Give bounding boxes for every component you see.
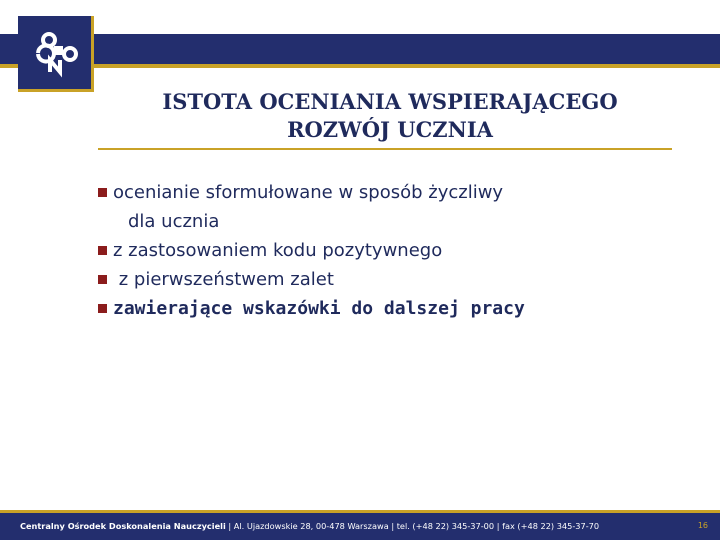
- bullet-text: z zastosowaniem kodu pozytywnego: [113, 240, 443, 261]
- bullet-square-icon: [98, 246, 107, 255]
- header-gold-rule: [0, 64, 720, 68]
- bullet-item-1-continuation: [98, 207, 658, 236]
- bullet-text: z pierwszeństwem zalet: [113, 269, 334, 290]
- header-band: [0, 34, 720, 64]
- bullet-square-icon: [98, 188, 107, 197]
- footer-separator: |: [391, 521, 395, 531]
- footer-fax: fax (+48 22) 345-37-70: [502, 521, 600, 531]
- slide-title: [120, 88, 660, 144]
- slide-title-line-1: ISTOTA OCENIANIA WSPIERAJĄCEGO: [162, 89, 618, 114]
- footer-address: Al. Ujazdowskie 28, 00-478 Warszawa: [233, 521, 389, 531]
- bullet-square-icon: [98, 304, 107, 313]
- footer-org: Centralny Ośrodek Doskonalenia Nauczycieli: [20, 521, 226, 531]
- page-number: 16: [697, 521, 708, 530]
- codn-logo: [18, 16, 94, 92]
- bullet-item-4: [98, 294, 658, 323]
- footer-bar: [0, 510, 720, 540]
- bullet-text: zawierające wskazówki do dalszej pracy: [113, 298, 525, 319]
- bullet-list: [98, 178, 658, 323]
- bullet-item-2: [98, 236, 658, 265]
- bullet-text: dla ucznia: [128, 211, 220, 232]
- footer-phone: tel. (+48 22) 345-37-00: [396, 521, 495, 531]
- bullet-square-icon: [98, 275, 107, 284]
- codn-logo-icon: [18, 16, 94, 92]
- footer-contact: [20, 521, 599, 531]
- footer-separator: |: [228, 521, 232, 531]
- title-divider: [98, 148, 672, 150]
- slide-title-line-2: ROZWÓJ UCZNIA: [287, 117, 493, 142]
- bullet-text: ocenianie sformułowane w sposób życzliwy: [113, 182, 504, 203]
- bullet-item-3: [98, 265, 658, 294]
- bullet-item-1: [98, 178, 658, 207]
- footer-separator: |: [496, 521, 500, 531]
